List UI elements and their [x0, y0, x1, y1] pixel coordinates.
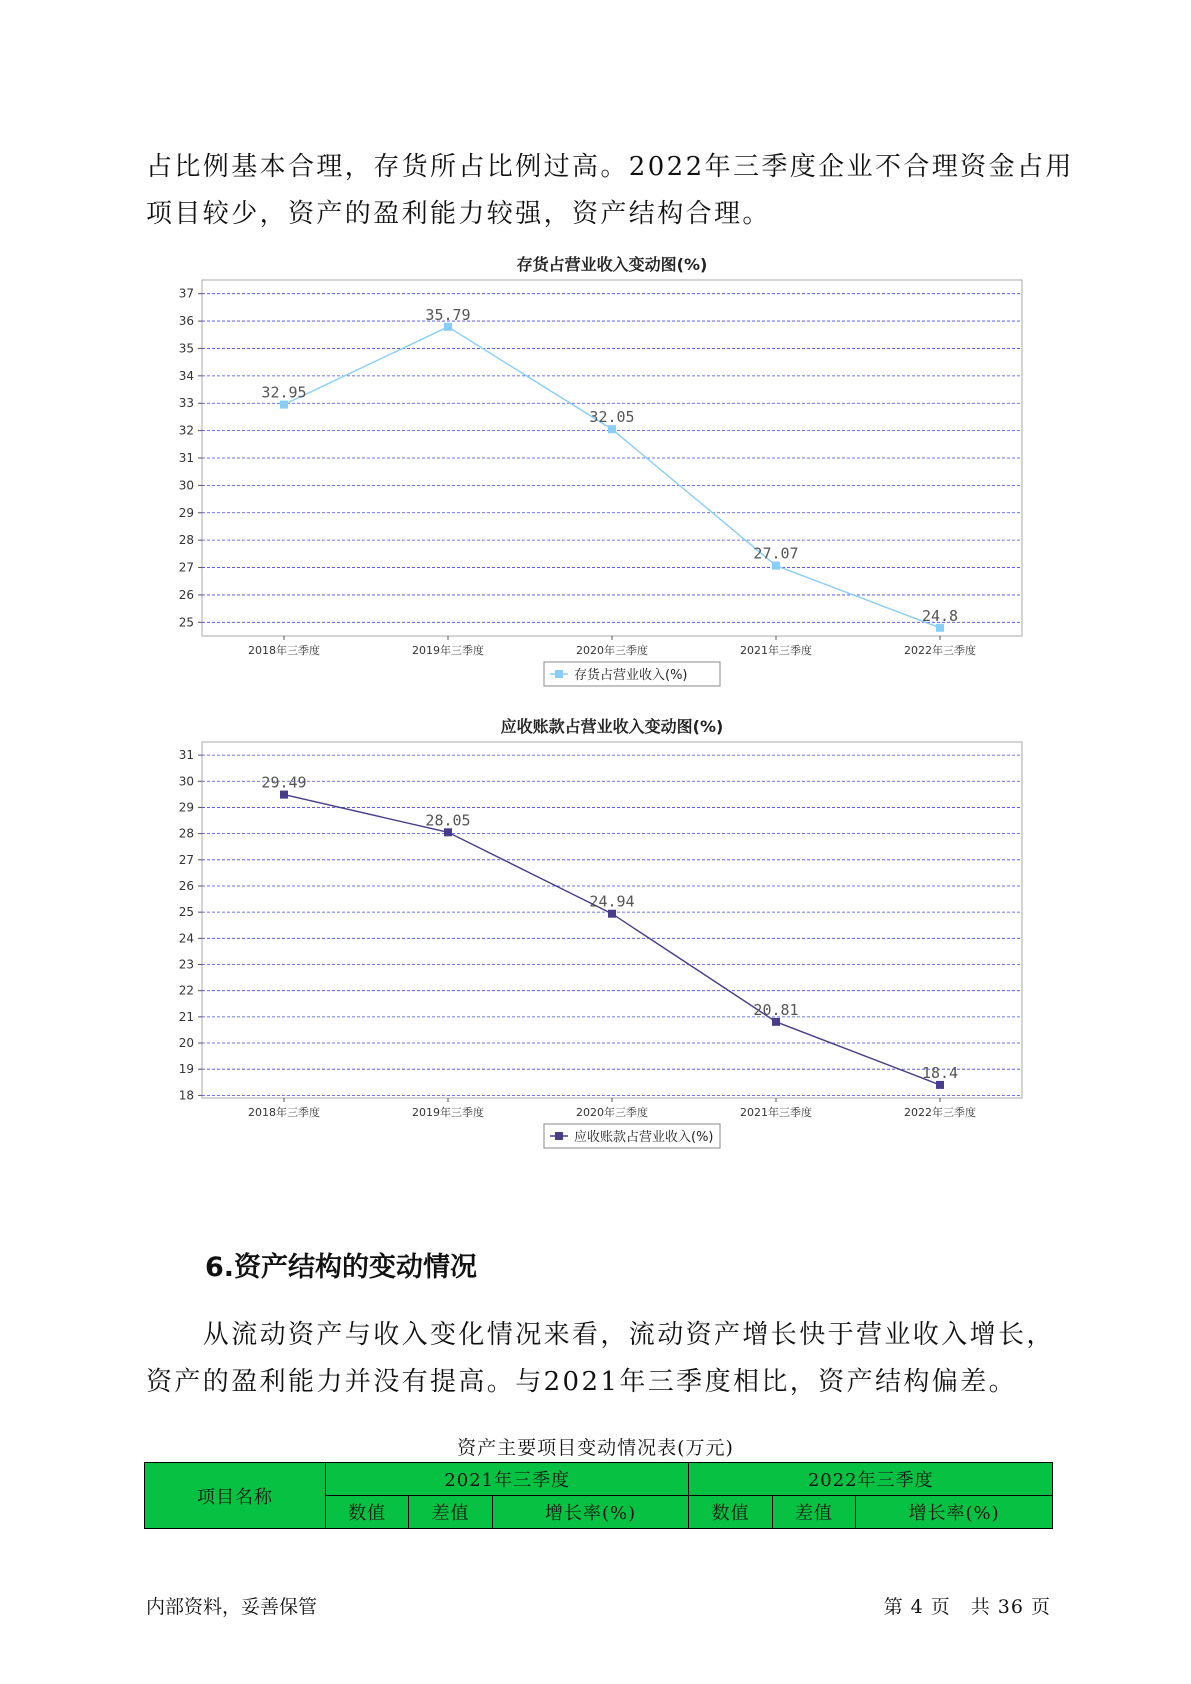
- y-tick-label: 20: [178, 1036, 194, 1051]
- y-tick-label: 25: [178, 905, 194, 920]
- data-point: [772, 1018, 780, 1026]
- receivables-ratio-chart-svg: [150, 712, 1030, 1145]
- y-tick-label: 18: [178, 1088, 194, 1103]
- y-tick-label: 31: [178, 451, 194, 465]
- data-label: 32.05: [589, 408, 635, 427]
- intro-paragraph: [146, 144, 1074, 238]
- y-tick-label: 29: [178, 800, 194, 815]
- intro-line-1: 占比例基本合理，存货所占比例过高。2022年三季度企业不合理资金占用: [146, 152, 1074, 182]
- subheader-growth-rate: 增长率(%): [492, 1496, 689, 1529]
- data-label: 32.95: [261, 383, 307, 402]
- table-header-row-1: [145, 1463, 1053, 1496]
- x-tick-label: 2022年三季度: [904, 1106, 976, 1119]
- column-header-name: 项目名称: [145, 1463, 326, 1529]
- y-tick-label: 29: [178, 505, 194, 520]
- data-point: [280, 791, 288, 799]
- x-tick-label: 2018年三季度: [248, 1106, 320, 1119]
- data-label: 24.94: [589, 892, 635, 911]
- y-tick-label: 37: [178, 286, 194, 301]
- subheader-difference: 差值: [772, 1496, 855, 1529]
- x-tick-label: 2020年三季度: [576, 644, 648, 657]
- section-heading: 6.资产结构的变动情况: [205, 1252, 478, 1283]
- y-tick-label: 32: [178, 423, 194, 438]
- y-tick-label: 30: [178, 478, 194, 493]
- inventory-ratio-chart: [150, 250, 1030, 683]
- subheader-difference: 差值: [409, 1496, 492, 1529]
- column-header-period-2021: 2021年三季度: [326, 1463, 689, 1496]
- body-line-2: 资产的盈利能力并没有提高。与2021年三季度相比，资产结构偏差。: [146, 1367, 1017, 1397]
- y-tick-label: 34: [178, 368, 194, 383]
- subheader-value: 数值: [689, 1496, 772, 1529]
- subheader-value: 数值: [326, 1496, 409, 1529]
- y-tick-label: 31: [178, 748, 194, 763]
- chart-title: 应收账款占营业收入变动图(%): [500, 717, 724, 736]
- legend: [544, 662, 720, 686]
- y-tick-label: 33: [178, 396, 194, 411]
- data-label: 20.81: [753, 1000, 799, 1019]
- data-label: 29.49: [261, 773, 307, 792]
- table-caption: 资产主要项目变动情况表(万元): [457, 1437, 734, 1459]
- y-tick-label: 35: [178, 341, 194, 356]
- plot-area: [202, 742, 1022, 1098]
- data-point: [772, 562, 780, 570]
- y-tick-label: 25: [178, 615, 194, 630]
- subheader-growth-rate: 增长率(%): [856, 1496, 1053, 1529]
- data-point: [936, 624, 944, 632]
- x-tick-label: 2021年三季度: [740, 644, 812, 657]
- data-point: [444, 828, 452, 836]
- legend-marker: [555, 1132, 563, 1140]
- y-tick-label: 27: [178, 852, 194, 867]
- data-point: [280, 401, 288, 409]
- data-label: 24.8: [921, 606, 959, 625]
- body-paragraph: [146, 1312, 1055, 1406]
- x-tick-label: 2020年三季度: [576, 1106, 648, 1119]
- intro-line-2: 项目较少，资产的盈利能力较强，资产结构合理。: [146, 199, 771, 229]
- y-tick-label: 22: [178, 983, 194, 998]
- x-tick-label: 2018年三季度: [248, 644, 320, 657]
- y-tick-label: 30: [178, 774, 194, 789]
- y-tick-label: 23: [178, 957, 194, 972]
- chart-title: 存货占营业收入变动图(%): [516, 255, 708, 274]
- data-label: 27.07: [753, 544, 799, 563]
- legend-label: 存货占营业收入(%): [574, 668, 688, 683]
- data-label: 28.05: [425, 811, 471, 830]
- y-tick-label: 26: [178, 587, 194, 602]
- data-point: [608, 910, 616, 918]
- x-tick-label: 2019年三季度: [412, 644, 484, 657]
- y-tick-label: 21: [178, 1009, 194, 1024]
- receivables-ratio-chart: [150, 712, 1030, 1145]
- y-tick-label: 27: [178, 560, 194, 575]
- footer-confidential-note: 内部资料，妥善保管: [146, 1596, 318, 1618]
- asset-change-table: [144, 1462, 1053, 1529]
- data-label: 35.79: [425, 305, 471, 324]
- body-line-1: 从流动资产与收入变化情况来看，流动资产增长快于营业收入增长，: [146, 1320, 1055, 1350]
- data-label: 18.4: [921, 1063, 959, 1082]
- data-point: [936, 1081, 944, 1089]
- column-header-period-2022: 2022年三季度: [689, 1463, 1053, 1496]
- footer-page-number: 第 4 页 共 36 页: [883, 1596, 1051, 1618]
- x-tick-label: 2022年三季度: [904, 644, 976, 657]
- y-tick-label: 26: [178, 878, 194, 893]
- y-tick-label: 24: [178, 931, 194, 946]
- y-tick-label: 19: [178, 1062, 194, 1077]
- inventory-ratio-chart-svg: [150, 250, 1030, 683]
- x-tick-label: 2019年三季度: [412, 1106, 484, 1119]
- x-tick-label: 2021年三季度: [740, 1106, 812, 1119]
- data-point: [608, 425, 616, 433]
- y-tick-label: 28: [178, 533, 194, 548]
- legend-label: 应收账款占营业收入(%): [574, 1130, 714, 1145]
- y-tick-label: 36: [178, 314, 194, 329]
- y-tick-label: 28: [178, 826, 194, 841]
- data-point: [444, 323, 452, 331]
- legend-marker: [555, 670, 563, 678]
- legend: [544, 1124, 720, 1148]
